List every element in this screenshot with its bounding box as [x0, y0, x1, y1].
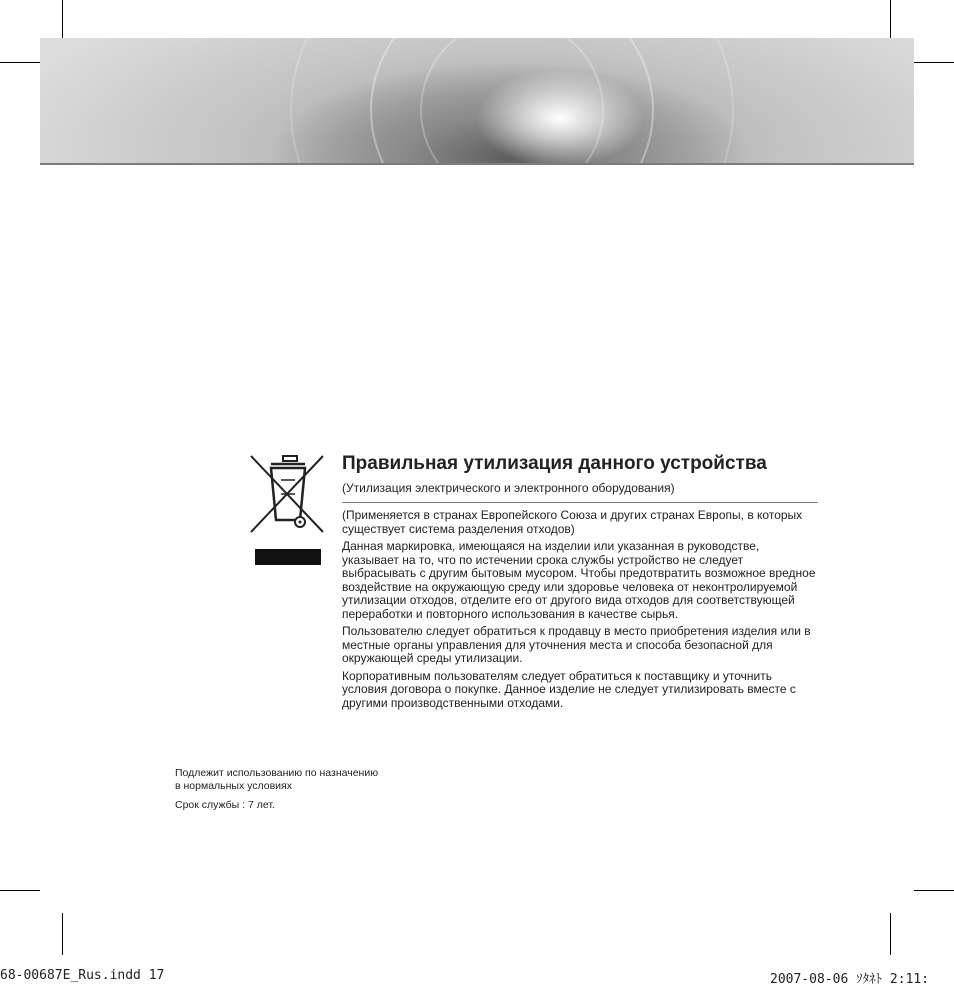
- notice-subtitle: (Утилизация электрического и электронного оборудования): [342, 480, 818, 503]
- notice-title: Правильная утилизация данного устройства: [342, 453, 767, 474]
- crop-mark: [914, 890, 954, 891]
- usage-note-line: в нормальных условиях: [175, 780, 292, 792]
- slug-filename: 68-00687E_Rus.indd 17: [0, 968, 165, 983]
- crop-mark: [914, 62, 954, 63]
- notice-content: [342, 452, 818, 710]
- crop-mark: [890, 913, 891, 955]
- crossed-out-wheelie-bin-icon: [249, 452, 325, 568]
- notice-paragraph: Корпоративным пользователям следует обратиться к поставщику и уточнить условия договора о покупке. Данное изделие не следует утилизировать вместе с другими производственными отходами.: [342, 668, 796, 710]
- usage-note: [175, 767, 378, 812]
- service-life-text: Срок службы : 7 лет.: [175, 799, 275, 811]
- crop-mark: [0, 890, 40, 891]
- crop-mark: [0, 62, 40, 63]
- notice-paragraph: (Применяется в странах Европейского Союза и других странах Европы, в которых существует система разделения отходов): [342, 508, 803, 536]
- crop-mark: [62, 0, 63, 38]
- banner-underline: [40, 163, 914, 165]
- slug-timestamp: 2007-08-06 ｿﾀﾈﾄ 2:11:: [770, 972, 930, 987]
- crop-mark: [890, 0, 891, 38]
- usage-note-line: Подлежит использованию по назначению: [175, 767, 379, 779]
- crop-mark: [62, 913, 63, 955]
- header-banner-image: [40, 38, 914, 164]
- notice-paragraph: Данная маркировка, имеющаяся на изделии или указанная в руководстве, указывает на то, что по истечении срока службы устройство не следует выбрасывать с другим бытовым мусором. Чтобы предотвратить возможное вредное воздействие на окружающую среду или здоровье человека от неконтролируемой утилизации отходов, отделите его от другого вида отходов для соответствующей переработки и повторного использования в качестве сырья.: [342, 539, 816, 621]
- notice-paragraph: Пользователю следует обратиться к продавцу в место приобретения изделия или в местные органы управления для уточнения места и способа безопасной для окружающей среды утилизации.: [342, 624, 811, 665]
